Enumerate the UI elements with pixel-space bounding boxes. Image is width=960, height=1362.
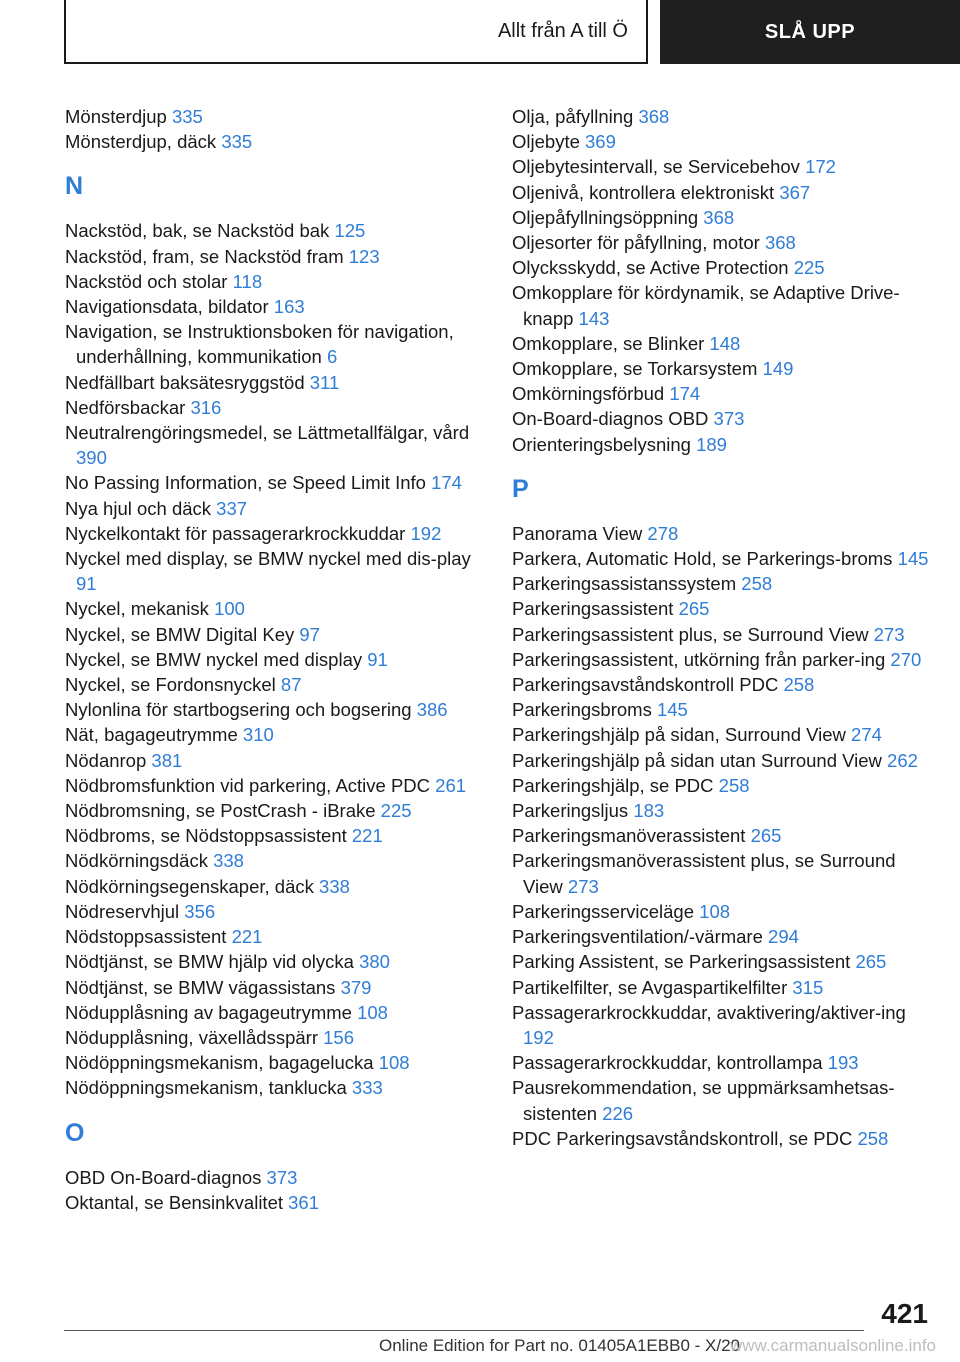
- index-entry-text: Nackstöd, bak, se Nackstöd bak: [65, 220, 330, 242]
- index-entry-text: Nylonlina för startbogsering och bogsering: [65, 699, 412, 721]
- index-entry: [65, 748, 485, 773]
- page-link[interactable]: 386: [416, 699, 448, 721]
- index-entry-text: Omkopplare, se Torkarsystem: [512, 358, 758, 380]
- page-link[interactable]: 373: [713, 408, 745, 430]
- index-entry-text: Nyckelkontakt för passagerarkrockkuddar: [65, 522, 406, 544]
- index-entry-text: Nät, bagageutrymme: [65, 724, 238, 746]
- index-entry-text: Nödanrop: [65, 749, 147, 771]
- index-entry-text: Neutralrengöringsmedel, se Lättmetallfälgar, vård: [65, 422, 470, 444]
- index-entry: [65, 269, 485, 294]
- page-link[interactable]: 125: [334, 220, 366, 242]
- page-link[interactable]: 189: [696, 433, 727, 455]
- index-entry: [65, 470, 485, 495]
- page-link[interactable]: 221: [351, 825, 383, 847]
- index-entry-text: Omkopplare för kördynamik, se Adaptive Drive-knapp: [512, 282, 900, 329]
- index-entry: [512, 180, 932, 205]
- page-link[interactable]: 338: [213, 850, 244, 872]
- index-entry-text: Oljebytesintervall, se Servicebehov: [512, 156, 800, 178]
- index-entry: [512, 104, 932, 129]
- index-entry-text: Oljebyte: [512, 131, 580, 153]
- index-entry: [512, 1075, 932, 1125]
- index-entry: [512, 773, 932, 798]
- page-link[interactable]: 390: [76, 447, 107, 469]
- index-entry: [65, 848, 485, 873]
- index-entry: [512, 356, 932, 381]
- page-link[interactable]: 368: [638, 106, 670, 127]
- page-link[interactable]: 361: [288, 1191, 320, 1213]
- page-link[interactable]: 379: [340, 976, 372, 998]
- index-entry-text: Oljenivå, kontrollera elektroniskt: [512, 181, 775, 203]
- page-link[interactable]: 143: [578, 307, 610, 329]
- index-entry: [512, 154, 932, 179]
- index-entry-text: Omkopplare, se Blinker: [512, 332, 705, 354]
- index-entry-text: Nödreservhjul: [65, 900, 180, 922]
- index-entry: [512, 1000, 932, 1050]
- index-entry-text: Parkeringsmanöverassistent plus, se Surround View: [512, 850, 896, 897]
- index-entry-text: Parkeringsassistent, utkörning från parker-ing: [512, 648, 886, 670]
- index-entry: [512, 432, 932, 457]
- index-entry: [65, 129, 485, 154]
- index-entry-text: Nödstoppsassistent: [65, 926, 227, 948]
- page-link[interactable]: 123: [348, 245, 380, 267]
- index-entry: [512, 672, 932, 697]
- page-link[interactable]: 335: [171, 106, 203, 127]
- index-entry: [512, 546, 932, 571]
- index-letter-heading: O: [65, 1118, 85, 1147]
- index-entry-text: Parkera, Automatic Hold, se Parkerings-broms: [512, 548, 893, 570]
- index-entry-text: Oljepåfyllningsöppning: [512, 206, 699, 228]
- index-entry: [65, 949, 485, 974]
- index-entry: [65, 370, 485, 395]
- index-entry: [65, 294, 485, 319]
- page-link[interactable]: 108: [378, 1052, 410, 1074]
- lookup-button[interactable]: [660, 0, 960, 64]
- page-link[interactable]: 356: [184, 900, 216, 922]
- index-entry: [65, 1075, 485, 1100]
- page-link[interactable]: 91: [76, 573, 97, 595]
- index-entry-text: Nödkörningsegenskaper, däck: [65, 875, 314, 897]
- index-entry-text: Nödupplåsning av bagageutrymme: [65, 1001, 352, 1023]
- index-entry: [65, 773, 485, 798]
- page-link[interactable]: 294: [768, 926, 799, 948]
- page-link[interactable]: 100: [214, 598, 245, 620]
- index-entry-text: Nackstöd, fram, se Nackstöd fram: [65, 245, 344, 267]
- page-link[interactable]: 174: [431, 472, 462, 494]
- page-link[interactable]: 273: [567, 875, 599, 897]
- index-entry: [512, 1050, 932, 1075]
- index-entry: [65, 722, 485, 747]
- edition-text: Online Edition for Part no. 01405A1EBB0 - X/20: [378, 1336, 740, 1355]
- index-entry: [512, 722, 932, 747]
- index-entry: [65, 319, 485, 369]
- index-entry: [65, 874, 485, 899]
- index-entry: [65, 104, 485, 129]
- index-entry: [65, 823, 485, 848]
- page-link[interactable]: 108: [699, 900, 731, 922]
- page-link[interactable]: 265: [750, 825, 782, 847]
- index-entry: [512, 899, 932, 924]
- index-letter-heading: P: [512, 474, 529, 503]
- index-entry: [512, 129, 932, 154]
- index-entry: [65, 1000, 485, 1025]
- index-column-left: [65, 104, 485, 1215]
- index-entry: [65, 546, 485, 596]
- index-entry-text: Parkeringsavståndskontroll PDC: [512, 674, 779, 696]
- index-entry: [65, 420, 485, 470]
- index-entry-text: Parkeringsventilation/-värmare: [512, 926, 763, 948]
- page-link[interactable]: 333: [351, 1077, 383, 1099]
- index-entry-text: Nyckel, se BMW Digital Key: [65, 623, 295, 645]
- index-entry: [65, 496, 485, 521]
- page-link[interactable]: 108: [357, 1001, 388, 1023]
- page-link[interactable]: 265: [855, 951, 887, 973]
- section-title: Allt från A till Ö: [497, 19, 628, 42]
- index-entry: [512, 596, 932, 621]
- page-link[interactable]: 270: [890, 648, 922, 670]
- page-link[interactable]: 369: [585, 131, 616, 153]
- index-entry: [512, 622, 932, 647]
- index-entry-text: Olja, påfyllning: [512, 106, 634, 127]
- index-entry: [512, 748, 932, 773]
- index-entry-text: PDC Parkeringsavståndskontroll, se PDC: [512, 1127, 853, 1149]
- index-entry-text: Mönsterdjup: [65, 106, 167, 127]
- index-entry: [512, 331, 932, 356]
- index-entry-text: No Passing Information, se Speed Limit Info: [65, 472, 426, 494]
- page-link[interactable]: 335: [221, 131, 253, 153]
- page-link[interactable]: 337: [216, 497, 248, 519]
- page-link[interactable]: 381: [151, 749, 183, 771]
- page-link[interactable]: 145: [897, 548, 929, 570]
- page-link[interactable]: 258: [718, 774, 750, 796]
- index-entry-text: Parkeringsassistent plus, se Surround View: [512, 623, 869, 645]
- page-link[interactable]: 338: [319, 875, 350, 897]
- page-link[interactable]: 172: [805, 156, 836, 178]
- index-entry: [65, 596, 485, 621]
- page-link[interactable]: 148: [709, 332, 741, 354]
- index-entry-text: Parkeringsassistanssystem: [512, 573, 737, 595]
- page-link[interactable]: 380: [359, 951, 390, 973]
- index-entry: [512, 406, 932, 431]
- index-entry: [65, 395, 485, 420]
- page-link[interactable]: 183: [633, 800, 665, 822]
- index-entry-text: Olycksskydd, se Active Protection: [512, 257, 789, 279]
- index-entry-text: Nödupplåsning, växellådsspärr: [65, 1026, 318, 1048]
- page-link[interactable]: 97: [299, 623, 320, 645]
- page-link[interactable]: 315: [792, 976, 824, 998]
- index-entry-text: Panorama View: [512, 522, 643, 544]
- index-letter-heading: N: [65, 172, 84, 201]
- index-entry-text: Nya hjul och däck: [65, 497, 212, 519]
- index-entry: [512, 1126, 932, 1151]
- lookup-button-label: SLÅ UPP: [764, 20, 856, 43]
- index-entry-text: Nödtjänst, se BMW vägassistans: [65, 976, 336, 998]
- index-entry-text: Omkörningsförbud: [512, 383, 665, 405]
- index-entry: [65, 975, 485, 1000]
- index-entry-text: On-Board-diagnos OBD: [512, 408, 709, 430]
- index-entry: [512, 571, 932, 596]
- index-entry: [65, 647, 485, 672]
- page-link[interactable]: 149: [762, 358, 794, 380]
- index-entry-text: Nödbromsfunktion vid parkering, Active PDC: [65, 774, 431, 796]
- index-entry-text: Nedfällbart baksätesryggstöd: [65, 371, 305, 393]
- page-link[interactable]: 192: [410, 522, 442, 544]
- index-entry-text: Nödöppningsmekanism, bagagelucka: [65, 1052, 374, 1074]
- index-entry-text: Mönsterdjup, däck: [65, 131, 217, 153]
- index-entry: [512, 230, 932, 255]
- index-entry-text: Nackstöd och stolar: [65, 270, 228, 292]
- index-entry-text: Nödöppningsmekanism, tanklucka: [65, 1077, 347, 1099]
- index-entry-text: Pausrekommendation, se uppmärksamhetsas-sistenten: [512, 1077, 895, 1124]
- page-link[interactable]: 118: [232, 270, 263, 292]
- index-entry: [65, 244, 485, 269]
- page-link[interactable]: 226: [602, 1102, 634, 1124]
- page-link[interactable]: 311: [309, 371, 340, 393]
- index-entry-text: Parkeringsmanöverassistent: [512, 825, 746, 847]
- index-entry-text: OBD On-Board-diagnos: [65, 1166, 262, 1188]
- page-link[interactable]: 261: [435, 774, 467, 796]
- index-entry: [65, 672, 485, 697]
- index-entry: [65, 622, 485, 647]
- page-link[interactable]: 174: [669, 383, 701, 405]
- index-entry: [512, 521, 932, 546]
- page-link[interactable]: 368: [764, 232, 796, 254]
- index-entry: [512, 798, 932, 823]
- index-entry-text: Navigationsdata, bildator: [65, 296, 269, 318]
- index-entry-text: Nyckel, se BMW nyckel med display: [65, 648, 363, 670]
- index-entry-text: Parkeringsbroms: [512, 699, 652, 721]
- page-link[interactable]: 225: [793, 257, 825, 279]
- page-link[interactable]: 265: [678, 598, 710, 620]
- page-link[interactable]: 273: [873, 623, 905, 645]
- index-column-right: [512, 104, 932, 1151]
- index-entry-text: Orienteringsbelysning: [512, 433, 691, 455]
- index-entry-text: Nödbroms, se Nödstoppsassistent: [65, 825, 347, 847]
- page-link[interactable]: 258: [857, 1127, 889, 1149]
- index-entry: [65, 697, 485, 722]
- page-link[interactable]: 6: [326, 346, 338, 368]
- page-link[interactable]: 258: [783, 674, 815, 696]
- index-entry-text: Parking Assistent, se Parkeringsassistent: [512, 951, 851, 973]
- footer-divider: [64, 1330, 864, 1331]
- page-link[interactable]: 145: [656, 699, 688, 721]
- index-entry-text: Parkeringsassistent: [512, 598, 674, 620]
- index-entry-text: Partikelfilter, se Avgaspartikelfilter: [512, 976, 788, 998]
- index-entry: [65, 899, 485, 924]
- index-entry: [512, 381, 932, 406]
- page-link[interactable]: 225: [380, 800, 412, 822]
- index-entry: [65, 1025, 485, 1050]
- page-link[interactable]: 87: [280, 674, 302, 696]
- index-entry-text: Parkeringshjälp, se PDC: [512, 774, 714, 796]
- index-entry-text: Parkeringshjälp på sidan, Surround View: [512, 724, 846, 746]
- index-entry-text: Parkeringsserviceläge: [512, 900, 695, 922]
- page-link[interactable]: 310: [242, 724, 274, 746]
- index-entry: [65, 218, 485, 243]
- index-entry-text: Nyckel, se Fordonsnyckel: [65, 674, 276, 696]
- page-link[interactable]: 221: [231, 926, 263, 948]
- index-entry: [512, 255, 932, 280]
- page-number: 421: [881, 1298, 928, 1329]
- watermark: www.carmanualsonline.info: [730, 1336, 936, 1355]
- page-link[interactable]: 193: [827, 1052, 859, 1074]
- index-entry-text: Nyckel med display, se BMW nyckel med dis-play: [65, 548, 471, 570]
- index-entry-text: Parkeringsljus: [512, 800, 629, 822]
- index-entry: [512, 975, 932, 1000]
- index-entry: [65, 798, 485, 823]
- index-entry: [512, 949, 932, 974]
- page-link[interactable]: 156: [323, 1026, 354, 1048]
- index-entry: [512, 280, 932, 330]
- page-link[interactable]: 274: [851, 724, 882, 746]
- page-link[interactable]: 262: [887, 749, 918, 771]
- section-title-tab[interactable]: [64, 0, 648, 64]
- index-entry-text: Oljesorter för påfyllning, motor: [512, 232, 760, 254]
- page-link[interactable]: 373: [266, 1166, 298, 1188]
- index-entry-text: Passagerarkrockkuddar, kontrollampa: [512, 1052, 823, 1074]
- index-entry: [65, 1050, 485, 1075]
- page-link[interactable]: 278: [647, 522, 679, 544]
- page-link[interactable]: 163: [273, 296, 305, 318]
- index-entry: [512, 924, 932, 949]
- index-entry-text: Nödbromsning, se PostCrash - iBrake: [65, 800, 376, 822]
- page-link[interactable]: 91: [367, 648, 388, 670]
- page-link[interactable]: 192: [523, 1026, 554, 1048]
- page-link[interactable]: 367: [779, 181, 811, 203]
- index-entry: [65, 1190, 485, 1215]
- index-entry-text: Oktantal, se Bensinkvalitet: [65, 1191, 283, 1213]
- index-entry-text: Navigation, se Instruktionsboken för navigation, underhållning, kommunikation: [65, 321, 454, 368]
- index-entry: [65, 1165, 485, 1190]
- index-entry-text: Nödtjänst, se BMW hjälp vid olycka: [65, 951, 354, 973]
- index-entry: [65, 924, 485, 949]
- index-entry: [512, 647, 932, 672]
- page-link[interactable]: 258: [741, 573, 773, 595]
- page-link[interactable]: 368: [703, 206, 735, 228]
- index-entry-text: Parkeringshjälp på sidan utan Surround View: [512, 749, 882, 771]
- page-link[interactable]: 316: [190, 396, 222, 418]
- index-entry: [512, 823, 932, 848]
- index-entry-text: Passagerarkrockkuddar, avaktivering/aktiver-ing: [512, 1001, 906, 1023]
- index-entry: [512, 848, 932, 898]
- index-entry: [65, 521, 485, 546]
- index-entry: [512, 205, 932, 230]
- index-entry-text: Nödkörningsdäck: [65, 850, 208, 872]
- index-entry-text: Nyckel, mekanisk: [65, 598, 209, 620]
- index-entry-text: Nedförsbackar: [65, 396, 186, 418]
- index-entry: [512, 697, 932, 722]
